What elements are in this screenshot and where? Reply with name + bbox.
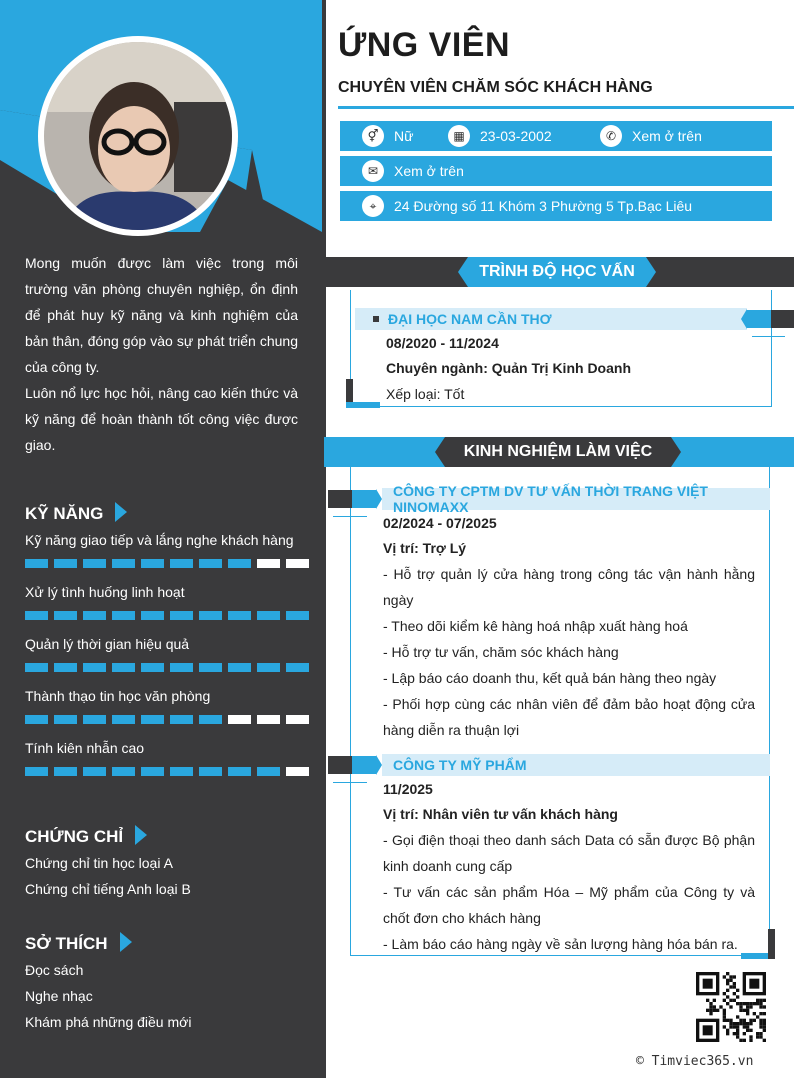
skill-bar-segment <box>199 767 222 776</box>
job-title: CHUYÊN VIÊN CHĂM SÓC KHÁCH HÀNG <box>338 79 653 96</box>
skill-bar <box>25 663 309 672</box>
skill-bar-segment <box>257 611 280 620</box>
skill-bar-segment <box>25 663 48 672</box>
experience-heading-text: KINH NGHIỆM LÀM VIỆC <box>463 443 653 460</box>
skill-bar-segment <box>286 611 309 620</box>
job-role: Vị trí: Nhân viên tư vấn khách hàng <box>383 806 618 822</box>
skill-bar-segment <box>54 559 77 568</box>
education-period: 08/2020 - 11/2024 <box>386 335 499 351</box>
skill-bar-segment <box>199 663 222 672</box>
skill-bar-segment <box>141 715 164 724</box>
certificate-item: Chứng chỉ tin học loại A <box>25 855 173 871</box>
skill-bar-segment <box>141 559 164 568</box>
skill-label: Thành thạo tin học văn phòng <box>25 688 211 704</box>
skills-heading-text: KỸ NĂNG <box>25 504 104 523</box>
skill-bar-segment <box>25 611 48 620</box>
accent-block <box>352 756 376 774</box>
accent-block <box>771 310 794 328</box>
job-duty: - Làm báo cáo hàng ngày về sản lượng hàng hóa bán ra. <box>383 936 738 952</box>
divider <box>333 516 367 517</box>
job-duty: - Theo dõi kiểm kê hàng hoá nhập xuất hàng hoá <box>383 618 688 634</box>
skill-bar-segment <box>170 559 193 568</box>
skill-bar <box>25 611 309 620</box>
education-heading <box>468 257 646 287</box>
experience-heading <box>445 437 671 467</box>
job-period: 11/2025 <box>383 781 433 797</box>
job-duty: - Hỗ trợ quản lý cửa hàng trong công tác vận hành hằng ngày <box>383 566 755 608</box>
skill-bar-segment <box>199 611 222 620</box>
accent-block <box>346 402 380 408</box>
arrow-right-icon <box>115 502 127 522</box>
skill-bar-segment <box>25 767 48 776</box>
skill-bar-segment <box>199 559 222 568</box>
hobbies-heading <box>25 932 132 954</box>
skill-bar-segment <box>112 611 135 620</box>
skill-bar-segment <box>112 767 135 776</box>
education-school: ĐẠI HỌC NAM CẦN THƠ <box>388 311 552 327</box>
skill-bar <box>25 559 309 568</box>
divider <box>333 782 367 783</box>
email-value: Xem ở trên <box>394 163 464 179</box>
skill-bar-segment <box>257 767 280 776</box>
square-bullet-icon <box>373 316 379 322</box>
job-period: 02/2024 - 07/2025 <box>383 515 497 531</box>
skill-bar-segment <box>228 715 251 724</box>
info-row-address <box>340 191 772 221</box>
birthdate-value: 23-03-2002 <box>480 128 552 144</box>
job-duty: - Gọi điện thoại theo danh sách Data có sẵn được Bộ phận kinh doanh cung cấp <box>383 832 755 874</box>
education-major: Chuyên ngành: Quản Trị Kinh Doanh <box>386 360 631 376</box>
skill-bar-segment <box>83 663 106 672</box>
skill-label: Xử lý tình huống linh hoạt <box>25 584 185 600</box>
skill-bar-segment <box>286 559 309 568</box>
title-underline <box>338 106 794 109</box>
accent-block <box>328 756 352 774</box>
skill-bar-segment <box>170 663 193 672</box>
accent-block <box>741 953 768 959</box>
skill-bar-segment <box>170 715 193 724</box>
certificate-item: Chứng chỉ tiếng Anh loại B <box>25 881 191 897</box>
tab-edge <box>671 437 681 467</box>
skill-bar-segment <box>228 559 251 568</box>
skill-bar-segment <box>83 559 106 568</box>
phone-icon: ✆ <box>600 125 622 147</box>
qr-code <box>696 972 766 1042</box>
skill-bar-segment <box>228 767 251 776</box>
skill-bar-segment <box>54 663 77 672</box>
info-row-personal <box>340 121 772 151</box>
info-row-email <box>340 156 772 186</box>
skill-bar-segment <box>257 715 280 724</box>
job-company: CÔNG TY CPTM DV TƯ VẤN THỜI TRANG VIỆT NINOMAXX <box>393 483 708 515</box>
job-role: Vị trí: Trợ Lý <box>383 540 467 556</box>
job-duties <box>383 827 755 957</box>
skill-bar-segment <box>141 611 164 620</box>
hobbies-heading-text: SỞ THÍCH <box>25 934 108 953</box>
gender-icon: ⚥ <box>362 125 384 147</box>
job-duties <box>383 561 755 743</box>
skills-heading <box>25 502 127 524</box>
job-duty: - Tư vấn các sản phẩm Hóa – Mỹ phẩm của Công ty và chốt đơn cho khách hàng <box>383 884 755 926</box>
location-pin-icon: ⌖ <box>362 195 384 217</box>
tab-edge <box>646 257 656 287</box>
job-company-row <box>382 483 770 515</box>
divider <box>752 336 785 337</box>
hobby-item: Đọc sách <box>25 962 84 978</box>
skill-bar-segment <box>54 715 77 724</box>
accent-block <box>352 490 376 508</box>
accent-block <box>328 490 352 508</box>
skill-bar-segment <box>170 611 193 620</box>
certificates-heading <box>25 825 147 847</box>
accent-block <box>747 310 771 328</box>
skill-bar-segment <box>25 559 48 568</box>
about-paragraph-1: Mong muốn được làm việc trong môi trường văn phòng chuyên nghiệp, ổn định để phát huy kỹ năng và kinh nghiệm của bản thân, đóng góp vào sự phát triển chung của công ty. <box>25 255 298 375</box>
about-paragraph-2: Luôn nổ lực học hỏi, nâng cao kiến thức và kỹ năng để hoàn thành tốt công việc được giao. <box>25 385 298 453</box>
arrow-right-icon <box>120 932 132 952</box>
skill-bar-segment <box>25 715 48 724</box>
tab-edge <box>435 437 445 467</box>
skill-bar-segment <box>228 611 251 620</box>
calendar-icon: ▦ <box>448 125 470 147</box>
skill-label: Tính kiên nhẫn cao <box>25 740 145 756</box>
skill-bar-segment <box>141 663 164 672</box>
job-company-row <box>382 754 770 776</box>
education-grade: Xếp loại: Tốt <box>386 386 465 402</box>
education-heading-text: TRÌNH ĐỘ HỌC VẤN <box>479 263 635 280</box>
avatar <box>44 42 232 230</box>
tab-edge <box>458 257 468 287</box>
skill-label: Kỹ năng giao tiếp và lắng nghe khách hàng <box>25 532 294 548</box>
job-duty: - Phối hợp cùng các nhân viên để đảm bảo hoạt động cửa hàng diễn ra thuận lợi <box>383 696 755 738</box>
accent-block <box>768 929 775 959</box>
skill-bar <box>25 767 309 776</box>
skill-bar-segment <box>228 663 251 672</box>
certificates-heading-text: CHỨNG CHỈ <box>25 827 124 846</box>
skill-bar-segment <box>83 767 106 776</box>
skill-bar-segment <box>112 715 135 724</box>
education-school-row <box>355 308 747 330</box>
arrow-right-icon <box>135 825 147 845</box>
candidate-name: ỨNG VIÊN <box>338 26 511 64</box>
copyright-text: © Timviec365.vn <box>636 1054 754 1069</box>
skill-bar-segment <box>170 767 193 776</box>
job-duty: - Lập báo cáo doanh thu, kết quả bán hàng theo ngày <box>383 670 717 686</box>
job-company: CÔNG TY MỸ PHẨM <box>393 757 527 773</box>
skill-bar-segment <box>83 715 106 724</box>
skill-bar-segment <box>199 715 222 724</box>
gender-value: Nữ <box>394 128 414 144</box>
address-value: 24 Đường số 11 Khóm 3 Phường 5 Tp.Bạc Liêu <box>394 198 693 214</box>
skill-label: Quản lý thời gian hiệu quả <box>25 636 190 652</box>
email-icon: ✉ <box>362 160 384 182</box>
hobby-item: Khám phá những điều mới <box>25 1014 192 1030</box>
skill-bar-segment <box>286 767 309 776</box>
skill-bar-segment <box>54 611 77 620</box>
hobby-item: Nghe nhạc <box>25 988 93 1004</box>
skill-bar <box>25 715 309 724</box>
job-duty: - Hỗ trợ tư vấn, chăm sóc khách hàng <box>383 644 619 660</box>
skill-bar-segment <box>54 767 77 776</box>
skill-bar-segment <box>257 663 280 672</box>
about-summary <box>25 250 298 458</box>
skill-bar-segment <box>83 611 106 620</box>
skill-bar-segment <box>286 715 309 724</box>
skill-bar-segment <box>286 663 309 672</box>
skill-bar-segment <box>141 767 164 776</box>
skill-bar-segment <box>257 559 280 568</box>
skill-bar-segment <box>112 663 135 672</box>
phone-value: Xem ở trên <box>632 128 702 144</box>
skill-bar-segment <box>112 559 135 568</box>
